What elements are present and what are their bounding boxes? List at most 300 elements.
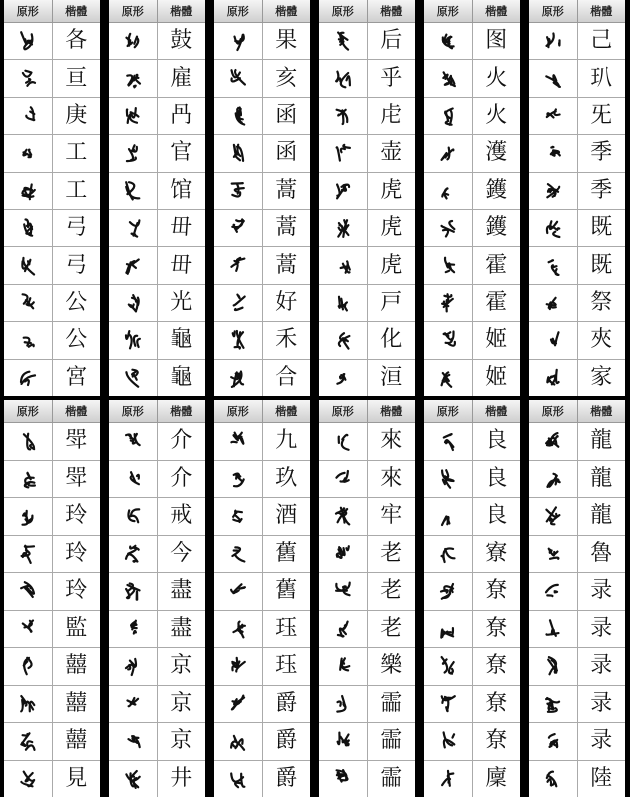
regular-script-character: 鑊 bbox=[485, 215, 508, 241]
regular-script-character: 玲 bbox=[65, 540, 88, 566]
regular-script-character: 尞 bbox=[485, 690, 508, 716]
table-row bbox=[214, 498, 310, 536]
header-regular: 楷體 bbox=[473, 400, 521, 422]
table-row bbox=[4, 285, 100, 322]
original-form-icon bbox=[529, 686, 578, 723]
regular-script-character: 來 bbox=[380, 428, 403, 454]
table-row bbox=[424, 322, 520, 359]
original-form-icon bbox=[529, 60, 578, 96]
regular-script-character: 京 bbox=[170, 653, 193, 679]
table-row bbox=[424, 611, 520, 649]
table-panel bbox=[107, 400, 207, 797]
regular-script-character: 虎 bbox=[380, 177, 403, 203]
table-row bbox=[529, 360, 625, 396]
table-row bbox=[4, 761, 100, 797]
table-row bbox=[319, 23, 415, 60]
original-form-icon bbox=[214, 498, 263, 535]
header-regular: 楷體 bbox=[53, 400, 101, 422]
header-original: 原形 bbox=[4, 400, 53, 422]
table-panel bbox=[212, 0, 312, 396]
original-form-icon bbox=[424, 723, 473, 760]
original-form-icon bbox=[4, 98, 53, 134]
regular-script-character: 龍 bbox=[590, 465, 613, 491]
original-form-icon bbox=[529, 173, 578, 209]
table-row bbox=[4, 648, 100, 686]
table-row bbox=[424, 360, 520, 396]
original-form-icon bbox=[424, 135, 473, 171]
table-row bbox=[319, 173, 415, 210]
header-regular: 楷體 bbox=[368, 0, 416, 22]
table-row bbox=[424, 461, 520, 499]
original-form-icon bbox=[424, 761, 473, 797]
table-row bbox=[109, 173, 205, 210]
original-form-icon bbox=[4, 573, 53, 610]
regular-script-character: 化 bbox=[380, 327, 403, 353]
table-row bbox=[214, 461, 310, 499]
original-form-icon bbox=[424, 573, 473, 610]
original-form-icon bbox=[529, 536, 578, 573]
regular-script-character: 霝 bbox=[380, 765, 403, 791]
regular-script-character: 函 bbox=[275, 140, 298, 166]
regular-script-character: 爵 bbox=[275, 690, 298, 716]
regular-script-character: 來 bbox=[380, 465, 403, 491]
table-row bbox=[214, 723, 310, 761]
regular-script-character: 亘 bbox=[65, 65, 88, 91]
table-row bbox=[4, 322, 100, 359]
original-form-icon bbox=[214, 648, 263, 685]
original-form-icon bbox=[4, 135, 53, 171]
header-original: 原形 bbox=[319, 0, 368, 22]
table-row bbox=[4, 135, 100, 172]
table-row bbox=[109, 761, 205, 797]
table-row bbox=[214, 322, 310, 359]
table-header bbox=[529, 400, 625, 423]
table-header bbox=[4, 0, 100, 23]
regular-script-character: 老 bbox=[380, 615, 403, 641]
regular-script-character: 姬 bbox=[485, 327, 508, 353]
original-form-icon bbox=[424, 536, 473, 573]
table-row bbox=[319, 648, 415, 686]
regular-script-character: 蒿 bbox=[275, 252, 298, 278]
regular-script-character: 火 bbox=[485, 103, 508, 129]
regular-script-character: 玐 bbox=[590, 65, 613, 91]
regular-script-character: 弓 bbox=[65, 252, 88, 278]
table-row bbox=[109, 723, 205, 761]
table-row bbox=[4, 723, 100, 761]
table-row bbox=[529, 611, 625, 649]
table-row bbox=[424, 60, 520, 97]
regular-script-character: 盡 bbox=[170, 578, 193, 604]
table-row bbox=[4, 60, 100, 97]
original-form-icon bbox=[424, 423, 473, 460]
original-form-icon bbox=[214, 573, 263, 610]
header-regular: 楷體 bbox=[578, 400, 626, 422]
table-row bbox=[109, 360, 205, 396]
regular-script-character: 既 bbox=[590, 252, 613, 278]
regular-script-character: 囍 bbox=[65, 690, 88, 716]
table-row bbox=[424, 498, 520, 536]
original-form-icon bbox=[319, 686, 368, 723]
regular-script-character: 乎 bbox=[380, 65, 403, 91]
regular-script-character: 雇 bbox=[170, 65, 193, 91]
table-row bbox=[214, 761, 310, 797]
original-form-icon bbox=[109, 686, 158, 723]
regular-script-character: 公 bbox=[65, 290, 88, 316]
header-original: 原形 bbox=[529, 400, 578, 422]
table-row bbox=[319, 322, 415, 359]
original-form-icon bbox=[214, 23, 263, 59]
table-panel bbox=[422, 0, 522, 396]
original-form-icon bbox=[214, 322, 263, 358]
original-form-icon bbox=[109, 498, 158, 535]
regular-script-character: 霝 bbox=[380, 690, 403, 716]
header-regular: 楷體 bbox=[263, 400, 311, 422]
original-form-icon bbox=[214, 360, 263, 396]
original-form-icon bbox=[4, 23, 53, 59]
original-form-icon bbox=[109, 360, 158, 396]
original-form-icon bbox=[109, 723, 158, 760]
header-original: 原形 bbox=[424, 0, 473, 22]
original-form-icon bbox=[4, 322, 53, 358]
original-form-icon bbox=[529, 723, 578, 760]
original-form-icon bbox=[4, 686, 53, 723]
regular-script-character: 樂 bbox=[380, 653, 403, 679]
original-form-icon bbox=[529, 648, 578, 685]
regular-script-character: 官 bbox=[170, 140, 193, 166]
regular-script-character: 京 bbox=[170, 728, 193, 754]
regular-script-character: 囍 bbox=[65, 728, 88, 754]
regular-script-character: 尞 bbox=[485, 653, 508, 679]
regular-script-character: 鑊 bbox=[485, 177, 508, 203]
table-row bbox=[214, 135, 310, 172]
original-form-icon bbox=[319, 536, 368, 573]
regular-script-character: 壶 bbox=[380, 140, 403, 166]
header-original: 原形 bbox=[109, 0, 158, 22]
table-panel bbox=[107, 0, 207, 396]
table-row bbox=[214, 686, 310, 724]
original-form-icon bbox=[529, 573, 578, 610]
original-form-icon bbox=[319, 23, 368, 59]
header-regular: 楷體 bbox=[158, 400, 206, 422]
table-panel bbox=[527, 400, 627, 797]
original-form-icon bbox=[214, 247, 263, 283]
original-form-icon bbox=[214, 135, 263, 171]
original-form-icon bbox=[214, 611, 263, 648]
original-form-icon bbox=[319, 135, 368, 171]
table-header bbox=[529, 0, 625, 23]
regular-script-character: 火 bbox=[485, 65, 508, 91]
regular-script-character: 蒿 bbox=[275, 215, 298, 241]
table-row bbox=[214, 23, 310, 60]
original-form-icon bbox=[319, 423, 368, 460]
regular-script-character: 果 bbox=[275, 28, 298, 54]
header-original: 原形 bbox=[214, 0, 263, 22]
table-row bbox=[109, 573, 205, 611]
table-row bbox=[4, 173, 100, 210]
original-form-icon bbox=[109, 135, 158, 171]
table-row bbox=[529, 285, 625, 322]
regular-script-character: 各 bbox=[65, 28, 88, 54]
regular-script-character: 光 bbox=[170, 290, 193, 316]
table-header bbox=[109, 0, 205, 23]
regular-script-character: 魯 bbox=[590, 540, 613, 566]
regular-script-character: 录 bbox=[590, 690, 613, 716]
table-row bbox=[4, 611, 100, 649]
header-regular: 楷體 bbox=[53, 0, 101, 22]
table-row bbox=[529, 423, 625, 461]
table-row bbox=[214, 285, 310, 322]
original-form-icon bbox=[529, 23, 578, 59]
original-form-icon bbox=[319, 611, 368, 648]
header-original: 原形 bbox=[319, 400, 368, 422]
original-form-icon bbox=[109, 60, 158, 96]
table-row bbox=[424, 723, 520, 761]
regular-script-character: 井 bbox=[170, 765, 193, 791]
original-form-icon bbox=[214, 173, 263, 209]
table-header bbox=[424, 400, 520, 423]
table-row bbox=[424, 210, 520, 247]
header-regular: 楷體 bbox=[473, 0, 521, 22]
original-form-icon bbox=[109, 210, 158, 246]
regular-script-character: 戸 bbox=[380, 290, 403, 316]
table-row bbox=[214, 173, 310, 210]
table-row bbox=[109, 461, 205, 499]
table-row bbox=[319, 611, 415, 649]
original-form-icon bbox=[529, 611, 578, 648]
table-row bbox=[4, 423, 100, 461]
table-row bbox=[4, 461, 100, 499]
header-original: 原形 bbox=[214, 400, 263, 422]
original-form-icon bbox=[4, 536, 53, 573]
original-form-icon bbox=[319, 210, 368, 246]
table-row bbox=[319, 536, 415, 574]
original-form-icon bbox=[424, 648, 473, 685]
regular-script-character: 良 bbox=[485, 465, 508, 491]
top-table-block bbox=[0, 0, 630, 396]
table-row bbox=[109, 423, 205, 461]
original-form-icon bbox=[424, 247, 473, 283]
original-form-icon bbox=[214, 461, 263, 498]
original-form-icon bbox=[424, 611, 473, 648]
regular-script-character: 祭 bbox=[590, 290, 613, 316]
regular-script-character: 虍 bbox=[380, 103, 403, 129]
table-panel bbox=[317, 400, 417, 797]
table-panel bbox=[212, 400, 312, 797]
regular-script-character: 禾 bbox=[275, 327, 298, 353]
table-row bbox=[109, 648, 205, 686]
regular-script-character: 工 bbox=[65, 140, 88, 166]
table-row bbox=[529, 173, 625, 210]
regular-script-character: 見 bbox=[65, 765, 88, 791]
header-regular: 楷體 bbox=[158, 0, 206, 22]
original-form-icon bbox=[4, 498, 53, 535]
table-panel bbox=[2, 400, 102, 797]
regular-script-character: 尞 bbox=[485, 728, 508, 754]
table-row bbox=[109, 135, 205, 172]
regular-script-character: 龜 bbox=[170, 364, 193, 390]
regular-script-character: 廩 bbox=[485, 765, 508, 791]
table-row bbox=[529, 723, 625, 761]
table-row bbox=[319, 723, 415, 761]
table-row bbox=[319, 761, 415, 797]
original-form-icon bbox=[529, 210, 578, 246]
regular-script-character: 舊 bbox=[275, 540, 298, 566]
original-form-icon bbox=[424, 23, 473, 59]
original-form-icon bbox=[4, 723, 53, 760]
table-row bbox=[214, 573, 310, 611]
regular-script-character: 尞 bbox=[485, 578, 508, 604]
original-form-icon bbox=[4, 173, 53, 209]
regular-script-character: 玖 bbox=[275, 465, 298, 491]
regular-script-character: 濩 bbox=[485, 140, 508, 166]
original-form-icon bbox=[109, 285, 158, 321]
original-form-icon bbox=[529, 461, 578, 498]
table-row bbox=[529, 247, 625, 284]
original-form-icon bbox=[109, 461, 158, 498]
regular-script-character: 旡 bbox=[590, 103, 613, 129]
regular-script-character: 老 bbox=[380, 540, 403, 566]
regular-script-character: 录 bbox=[590, 615, 613, 641]
original-form-icon bbox=[424, 498, 473, 535]
regular-script-character: 后 bbox=[380, 28, 403, 54]
table-row bbox=[319, 360, 415, 396]
table-row bbox=[319, 98, 415, 135]
table-row bbox=[319, 60, 415, 97]
original-form-icon bbox=[109, 23, 158, 59]
table-row bbox=[424, 285, 520, 322]
original-form-icon bbox=[214, 536, 263, 573]
original-form-icon bbox=[424, 322, 473, 358]
original-form-icon bbox=[4, 648, 53, 685]
regular-script-character: 霍 bbox=[485, 290, 508, 316]
regular-script-character: 图 bbox=[485, 28, 508, 54]
table-panel bbox=[527, 0, 627, 396]
regular-script-character: 九 bbox=[275, 428, 298, 454]
table-row bbox=[529, 761, 625, 797]
table-header bbox=[319, 0, 415, 23]
regular-script-character: 龍 bbox=[590, 428, 613, 454]
table-header bbox=[4, 400, 100, 423]
regular-script-character: 寮 bbox=[485, 540, 508, 566]
original-form-icon bbox=[529, 135, 578, 171]
regular-script-character: 陸 bbox=[590, 765, 613, 791]
original-form-icon bbox=[319, 461, 368, 498]
table-row bbox=[529, 536, 625, 574]
original-form-icon bbox=[109, 536, 158, 573]
original-form-icon bbox=[319, 498, 368, 535]
original-form-icon bbox=[424, 360, 473, 396]
original-form-icon bbox=[109, 173, 158, 209]
table-row bbox=[424, 573, 520, 611]
regular-script-character: 鼓 bbox=[170, 28, 193, 54]
original-form-icon bbox=[319, 98, 368, 134]
regular-script-character: 庚 bbox=[65, 103, 88, 129]
table-row bbox=[529, 322, 625, 359]
regular-script-character: 戒 bbox=[170, 503, 193, 529]
original-form-icon bbox=[109, 611, 158, 648]
table-row bbox=[319, 135, 415, 172]
table-row bbox=[424, 761, 520, 797]
regular-script-character: 虎 bbox=[380, 252, 403, 278]
table-row bbox=[4, 23, 100, 60]
table-row bbox=[214, 611, 310, 649]
regular-script-character: 珏 bbox=[275, 615, 298, 641]
regular-script-character: 京 bbox=[170, 690, 193, 716]
original-form-icon bbox=[109, 322, 158, 358]
table-row bbox=[319, 498, 415, 536]
table-row bbox=[109, 98, 205, 135]
regular-script-character: 爵 bbox=[275, 765, 298, 791]
table-row bbox=[424, 98, 520, 135]
table-row bbox=[529, 210, 625, 247]
table-row bbox=[214, 423, 310, 461]
table-row bbox=[424, 135, 520, 172]
table-row bbox=[529, 573, 625, 611]
table-row bbox=[214, 360, 310, 396]
original-form-icon bbox=[214, 210, 263, 246]
table-row bbox=[424, 247, 520, 284]
regular-script-character: 霍 bbox=[485, 252, 508, 278]
original-form-icon bbox=[214, 686, 263, 723]
table-row bbox=[4, 686, 100, 724]
original-form-icon bbox=[424, 686, 473, 723]
header-original: 原形 bbox=[4, 0, 53, 22]
regular-script-character: 介 bbox=[170, 465, 193, 491]
original-form-icon bbox=[424, 461, 473, 498]
table-row bbox=[424, 648, 520, 686]
regular-script-character: 姬 bbox=[485, 364, 508, 390]
table-header bbox=[319, 400, 415, 423]
original-form-icon bbox=[214, 761, 263, 797]
regular-script-character: 馆 bbox=[170, 177, 193, 203]
header-regular: 楷體 bbox=[578, 0, 626, 22]
table-row bbox=[529, 648, 625, 686]
table-header bbox=[109, 400, 205, 423]
table-row bbox=[319, 461, 415, 499]
original-form-icon bbox=[109, 98, 158, 134]
original-form-icon bbox=[4, 285, 53, 321]
regular-script-character: 酒 bbox=[275, 503, 298, 529]
table-row bbox=[109, 536, 205, 574]
regular-script-character: 毌 bbox=[170, 215, 193, 241]
original-form-icon bbox=[319, 723, 368, 760]
regular-script-character: 監 bbox=[65, 615, 88, 641]
table-row bbox=[4, 360, 100, 396]
table-panel bbox=[422, 400, 522, 797]
header-original: 原形 bbox=[424, 400, 473, 422]
regular-script-character: 龍 bbox=[590, 503, 613, 529]
original-form-icon bbox=[109, 573, 158, 610]
original-form-icon bbox=[529, 285, 578, 321]
original-form-icon bbox=[319, 322, 368, 358]
header-regular: 楷體 bbox=[263, 0, 311, 22]
table-row bbox=[424, 23, 520, 60]
original-form-icon bbox=[109, 247, 158, 283]
table-row bbox=[214, 98, 310, 135]
table-row bbox=[4, 210, 100, 247]
table-row bbox=[109, 611, 205, 649]
original-form-icon bbox=[319, 573, 368, 610]
regular-script-character: 蒿 bbox=[275, 177, 298, 203]
table-row bbox=[319, 423, 415, 461]
regular-script-character: 公 bbox=[65, 327, 88, 353]
original-form-icon bbox=[4, 60, 53, 96]
original-form-icon bbox=[319, 360, 368, 396]
table-panel bbox=[317, 0, 417, 396]
table-row bbox=[4, 573, 100, 611]
regular-script-character: 龜 bbox=[170, 327, 193, 353]
regular-script-character: 珏 bbox=[275, 653, 298, 679]
